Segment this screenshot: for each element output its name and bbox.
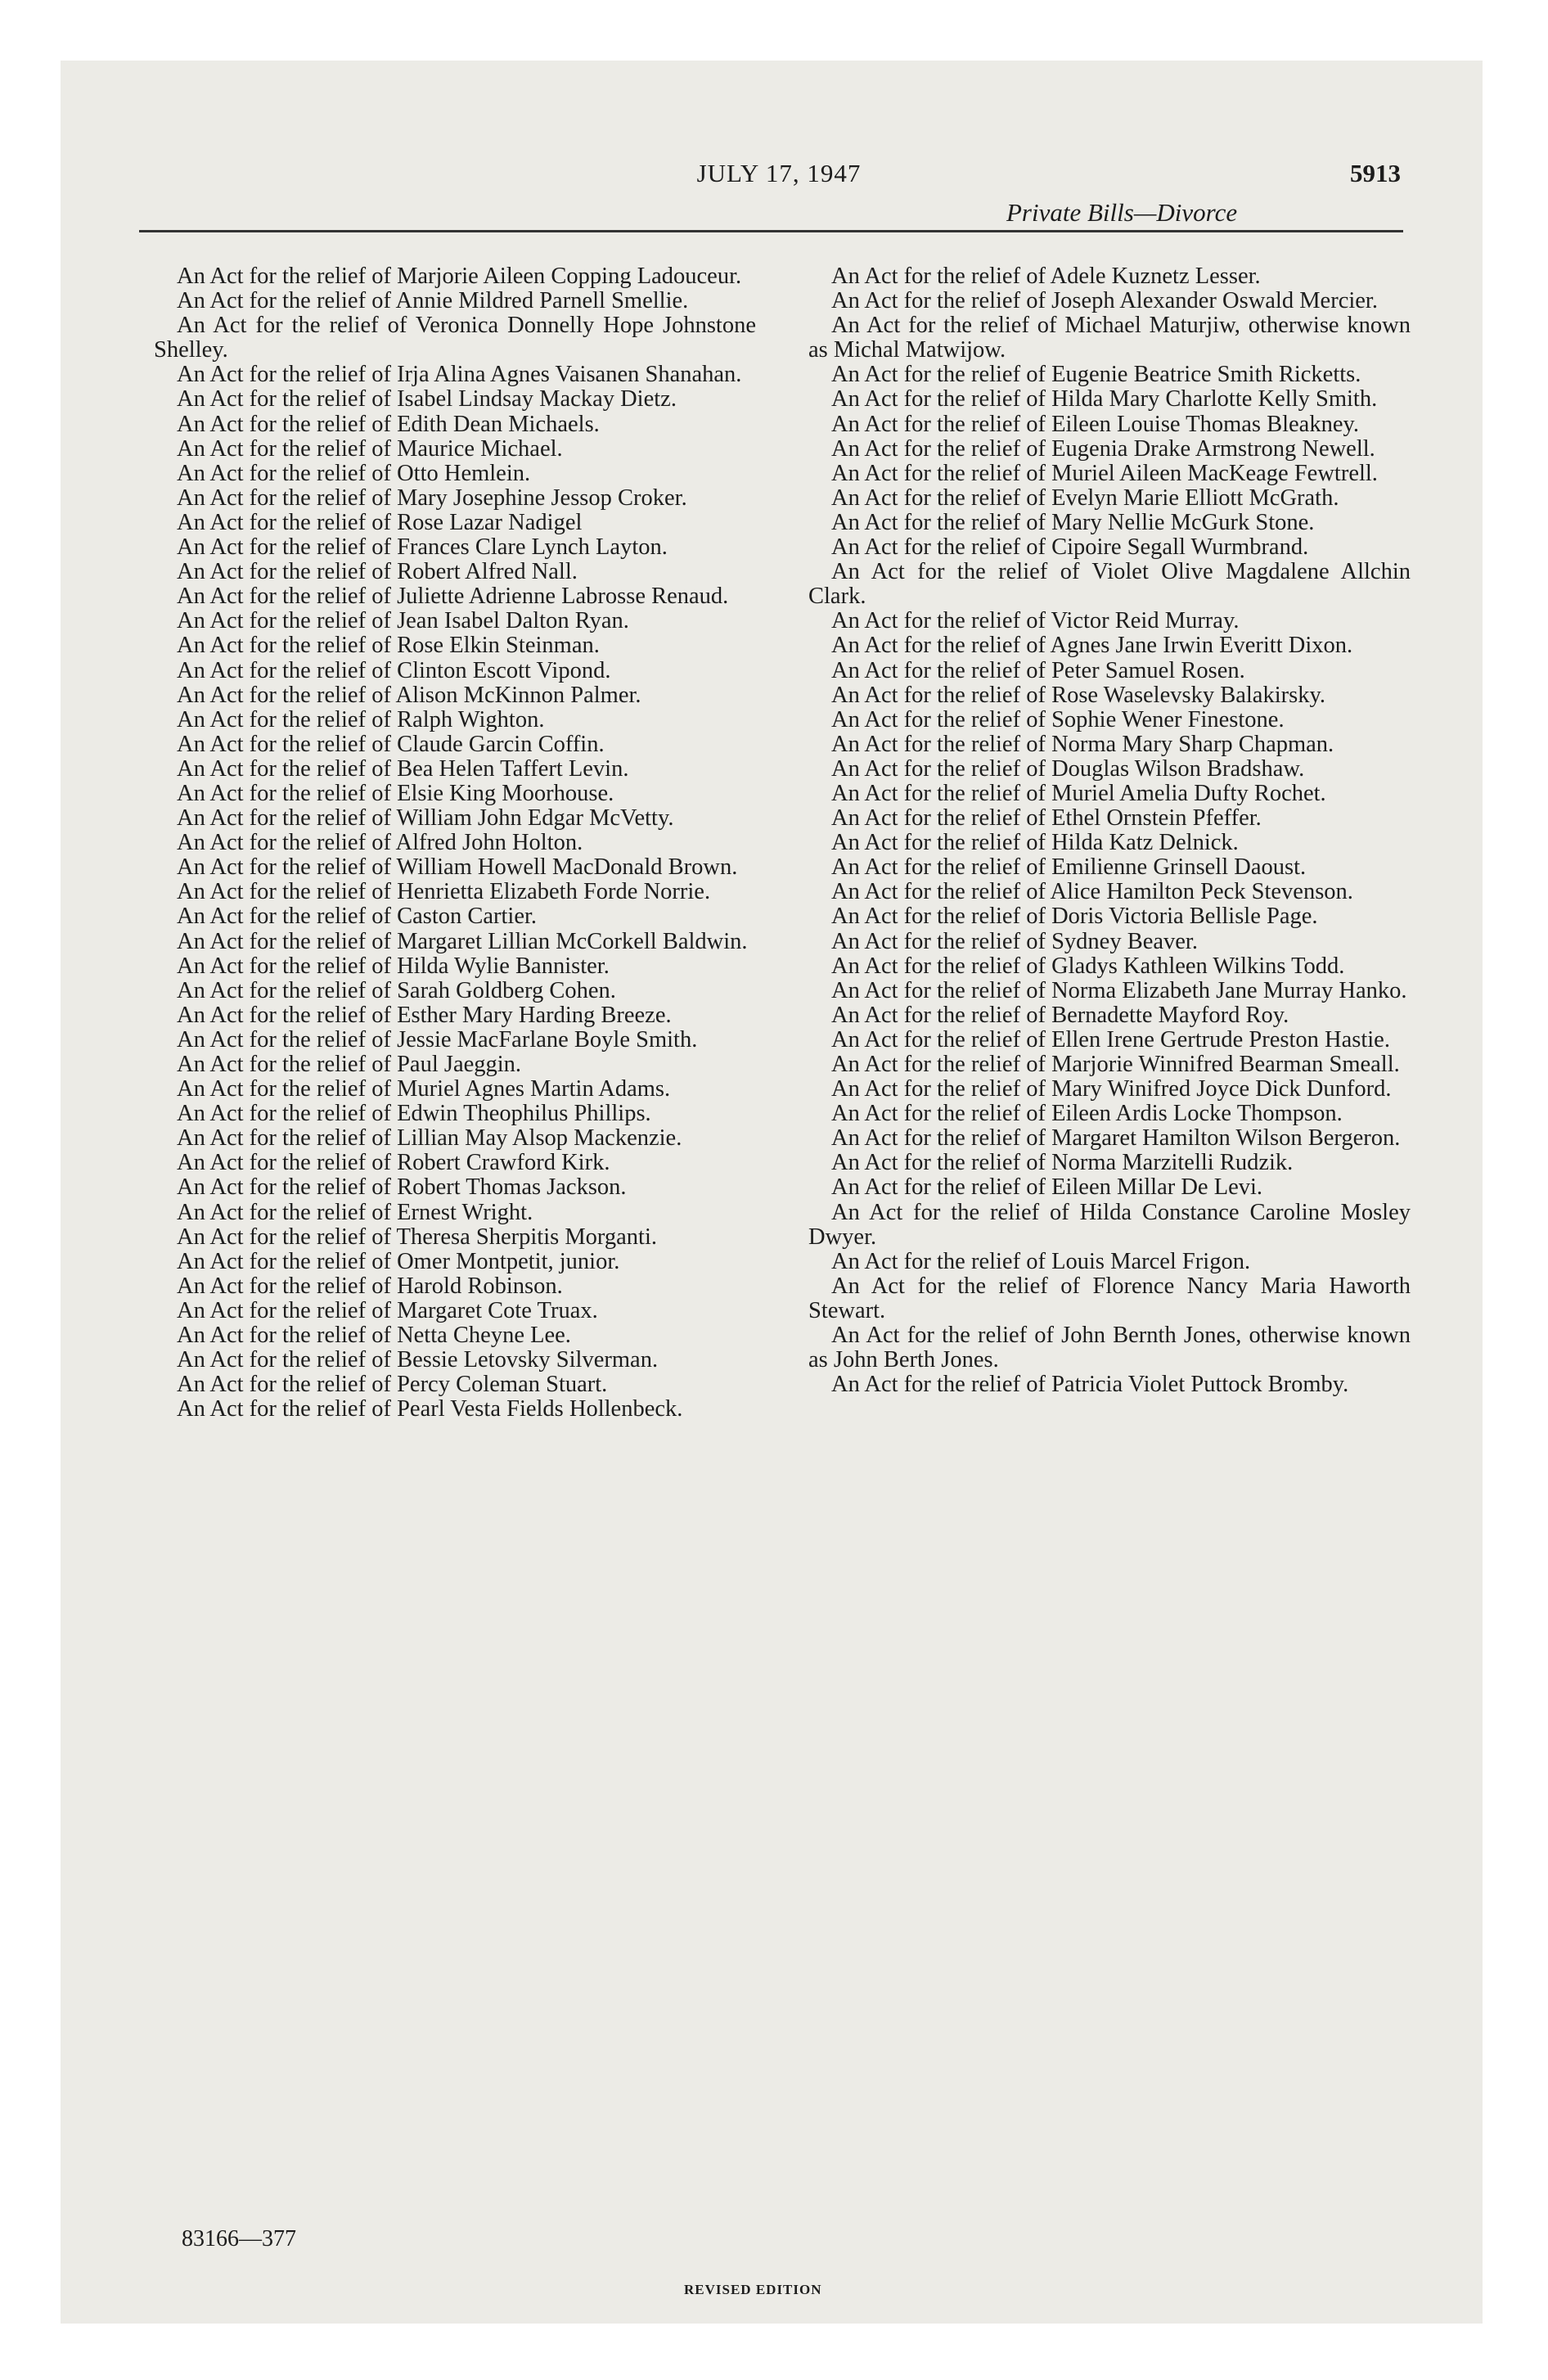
- bill-entry: An Act for the relief of Mary Josephine Jessop Croker.: [177, 485, 687, 511]
- header-date: JULY 17, 1947: [696, 159, 862, 187]
- bill-entry: An Act for the relief of Percy Coleman Stuart.: [177, 1372, 608, 1398]
- bill-entry: An Act for the relief of Harold Robinson.: [177, 1273, 563, 1299]
- bill-entry: An Act for the relief of Agnes Jane Irwin Everitt Dixon.: [831, 633, 1353, 659]
- bill-entry: An Act for the relief of Isabel Lindsay Mackay Dietz.: [177, 386, 677, 412]
- page-header: [157, 154, 1401, 232]
- bill-entry: An Act for the relief of Marjorie Winnifred Bearman Smeall.: [831, 1052, 1400, 1077]
- bill-entry: An Act for the relief of Edith Dean Michaels.: [177, 411, 600, 437]
- bill-entry: An Act for the relief of William John Edgar McVetty.: [177, 805, 674, 832]
- bill-entry: An Act for the relief of Sydney Beaver.: [831, 928, 1198, 954]
- bill-entry: An Act for the relief of Ethel Ornstein Pfeffer.: [831, 805, 1262, 832]
- bill-entry: An Act for the relief of Marjorie Aileen Copping Ladouceur.: [177, 264, 742, 289]
- bill-entry: An Act for the relief of Doris Victoria Bellisle Page.: [831, 904, 1318, 930]
- bill-entry: An Act for the relief of Margaret Cote Truax.: [177, 1297, 598, 1323]
- bill-entry: An Act for the relief of Lillian May Alsop Mackenzie.: [177, 1125, 682, 1152]
- bill-entry: An Act for the relief of Eileen Louise Thomas Bleakney.: [831, 411, 1360, 437]
- bill-entry: An Act for the relief of Norma Marzitelli Rudzik.: [831, 1150, 1294, 1176]
- bill-entry: An Act for the relief of Paul Jaeggin.: [177, 1052, 522, 1077]
- bill-entry: An Act for the relief of Florence Nancy Maria Haworth Stewart.: [808, 1273, 1411, 1323]
- bill-entry: An Act for the relief of Jean Isabel Dalton Ryan.: [177, 608, 629, 634]
- bill-entry: An Act for the relief of Maurice Michael.: [177, 435, 563, 462]
- bill-entry: An Act for the relief of Violet Olive Magdalene Allchin Clark.: [808, 559, 1411, 610]
- bill-entry: An Act for the relief of Eileen Millar De Levi.: [831, 1174, 1263, 1201]
- bill-entry: An Act for the relief of Alice Hamilton Peck Stevenson.: [831, 879, 1353, 905]
- bill-entry: An Act for the relief of Patricia Violet Puttock Bromby.: [831, 1372, 1349, 1398]
- bill-entry: An Act for the relief of Eileen Ardis Locke Thompson.: [831, 1101, 1343, 1127]
- bill-entry: An Act for the relief of Robert Alfred Nall.: [177, 559, 578, 585]
- bill-entry: An Act for the relief of Juliette Adrienne Labrosse Renaud.: [177, 584, 729, 610]
- bill-entry: An Act for the relief of Eugenia Drake Armstrong Newell.: [831, 435, 1375, 462]
- bill-entry: An Act for the relief of Irja Alina Agnes Vaisanen Shanahan.: [177, 362, 742, 388]
- bill-entry: An Act for the relief of Victor Reid Murray.: [831, 608, 1240, 634]
- bill-entry: An Act for the relief of Mary Winifred Joyce Dick Dunford.: [831, 1076, 1392, 1102]
- bill-entry: An Act for the relief of Rose Waselevsky Balakirsky.: [831, 682, 1325, 708]
- bill-entry: An Act for the relief of Alison McKinnon Palmer.: [177, 682, 641, 708]
- bill-entry: An Act for the relief of Henrietta Elizabeth Forde Norrie.: [177, 879, 711, 905]
- left-column: [154, 264, 756, 1422]
- bill-entry: An Act for the relief of Veronica Donnelly Hope Johnstone Shelley.: [154, 313, 756, 363]
- bill-entry: An Act for the relief of Peter Samuel Rosen.: [831, 657, 1245, 683]
- bill-entry: An Act for the relief of Sophie Wener Finestone.: [831, 706, 1285, 732]
- bill-entry: An Act for the relief of Margaret Hamilton Wilson Bergeron.: [831, 1125, 1401, 1152]
- bill-entry: An Act for the relief of Margaret Lillian McCorkell Baldwin.: [177, 928, 748, 954]
- edition-label: REVISED EDITION: [684, 2282, 822, 2297]
- bill-entry: An Act for the relief of Evelyn Marie Elliott McGrath.: [831, 485, 1339, 511]
- bill-entry: An Act for the relief of Hilda Katz Delnick.: [831, 830, 1239, 856]
- bill-entry: An Act for the relief of Muriel Aileen MacKeage Fewtrell.: [831, 460, 1378, 486]
- bill-entry: An Act for the relief of Claude Garcin Coffin.: [177, 731, 605, 757]
- bill-entry: An Act for the relief of John Bernth Jones, otherwise known as John Berth Jones.: [808, 1323, 1411, 1373]
- bill-entry: An Act for the relief of Otto Hemlein.: [177, 460, 531, 486]
- bill-entry: An Act for the relief of Robert Thomas Jackson.: [177, 1174, 627, 1201]
- bill-entry: An Act for the relief of Muriel Amelia Dufty Rochet.: [831, 780, 1326, 806]
- bill-entry: An Act for the relief of Theresa Sherpitis Morganti.: [177, 1224, 658, 1250]
- bill-entry: An Act for the relief of Adele Kuznetz Lesser.: [831, 264, 1261, 289]
- bill-entry: An Act for the relief of Elsie King Moorhouse.: [177, 780, 614, 806]
- bill-entry: An Act for the relief of Bernadette Mayford Roy.: [831, 1002, 1289, 1028]
- bill-entry: An Act for the relief of Jessie MacFarlane Boyle Smith.: [177, 1026, 698, 1053]
- bill-entry: An Act for the relief of Gladys Kathleen Wilkins Todd.: [831, 953, 1345, 979]
- bill-entry: An Act for the relief of Esther Mary Harding Breeze.: [177, 1002, 672, 1028]
- bill-entry: An Act for the relief of Ralph Wighton.: [177, 706, 545, 732]
- bill-entry: An Act for the relief of Cipoire Segall Wurmbrand.: [831, 534, 1309, 561]
- bill-entry: An Act for the relief of Frances Clare Lynch Layton.: [177, 534, 668, 561]
- bill-entry: An Act for the relief of Sarah Goldberg Cohen.: [177, 977, 616, 1003]
- bill-entry: An Act for the relief of Rose Lazar Nadigel: [177, 509, 583, 535]
- bill-entry: An Act for the relief of Douglas Wilson Bradshaw.: [831, 755, 1305, 782]
- bill-entry: An Act for the relief of Louis Marcel Frigon.: [831, 1248, 1251, 1274]
- section-title: Private Bills—Divorce: [1006, 198, 1238, 227]
- print-code: 83166—377: [182, 2226, 296, 2252]
- bill-entry: An Act for the relief of Bessie Letovsky Silverman.: [177, 1347, 659, 1373]
- header-rule: [139, 230, 1403, 232]
- bill-entry: An Act for the relief of Muriel Agnes Martin Adams.: [177, 1076, 671, 1102]
- bill-entry: An Act for the relief of Hilda Constance Caroline Mosley Dwyer.: [808, 1199, 1411, 1250]
- bill-entry: An Act for the relief of Rose Elkin Steinman.: [177, 633, 600, 659]
- bill-entry: An Act for the relief of Ernest Wright.: [177, 1199, 533, 1225]
- bill-entry: An Act for the relief of Clinton Escott Vipond.: [177, 657, 611, 683]
- bill-entry: An Act for the relief of Caston Cartier.: [177, 904, 538, 930]
- bill-entry: An Act for the relief of William Howell MacDonald Brown.: [177, 854, 738, 881]
- right-column: [808, 264, 1411, 1397]
- page-number: 5913: [1350, 159, 1401, 187]
- bill-entry: An Act for the relief of Omer Montpetit, junior.: [177, 1248, 620, 1274]
- bill-entry: An Act for the relief of Robert Crawford Kirk.: [177, 1150, 610, 1176]
- bill-entry: An Act for the relief of Eugenie Beatrice Smith Ricketts.: [831, 362, 1361, 388]
- bill-entry: An Act for the relief of Norma Mary Sharp Chapman.: [831, 731, 1334, 757]
- bill-entry: An Act for the relief of Norma Elizabeth Jane Murray Hanko.: [831, 977, 1407, 1003]
- bill-entry: An Act for the relief of Mary Nellie McGurk Stone.: [831, 509, 1315, 535]
- bill-entry: An Act for the relief of Alfred John Holton.: [177, 830, 583, 856]
- bill-entry: An Act for the relief of Pearl Vesta Fields Hollenbeck.: [177, 1396, 683, 1422]
- bill-entry: An Act for the relief of Bea Helen Taffert Levin.: [177, 755, 629, 782]
- bill-entry: An Act for the relief of Michael Maturjiw, otherwise known as Michal Matwijow.: [808, 313, 1411, 363]
- bill-entry: An Act for the relief of Netta Cheyne Lee.: [177, 1323, 571, 1349]
- bill-entry: An Act for the relief of Edwin Theophilus Phillips.: [177, 1101, 651, 1127]
- bill-entry: An Act for the relief of Hilda Mary Charlotte Kelly Smith.: [831, 386, 1378, 412]
- bill-entry: An Act for the relief of Ellen Irene Gertrude Preston Hastie.: [831, 1026, 1390, 1053]
- bill-entry: An Act for the relief of Hilda Wylie Bannister.: [177, 953, 610, 979]
- bill-entry: An Act for the relief of Annie Mildred Parnell Smellie.: [177, 288, 689, 314]
- bill-entry: An Act for the relief of Joseph Alexander Oswald Mercier.: [831, 288, 1378, 314]
- bill-entry: An Act for the relief of Emilienne Grinsell Daoust.: [831, 854, 1307, 881]
